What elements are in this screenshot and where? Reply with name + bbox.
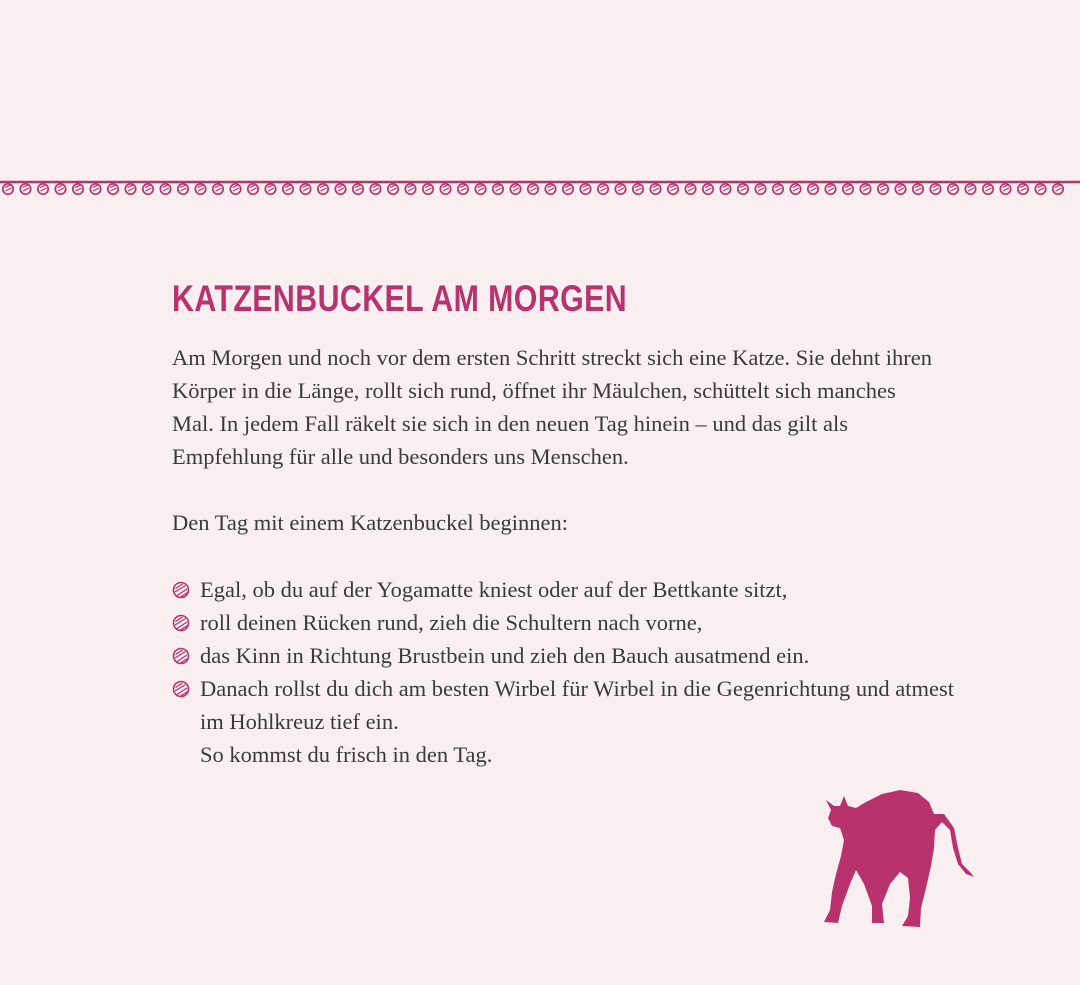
garland-yarn-ball — [703, 184, 713, 194]
garland-yarn-ball — [353, 184, 363, 194]
garland-yarn-ball — [143, 184, 153, 194]
garland-yarn-ball — [528, 184, 538, 194]
garland-yarn-ball — [90, 184, 100, 194]
garland-yarn-ball — [983, 184, 993, 194]
list-item-text: roll deinen Rücken rund, zieh die Schultern nach vorne, — [200, 610, 703, 635]
garland-yarn-ball — [913, 184, 923, 194]
list-item — [172, 573, 972, 606]
garland-yarn-ball — [738, 184, 748, 194]
lead-sentence: Den Tag mit einem Katzenbuckel beginnen: — [172, 510, 569, 535]
garland-yarn-ball — [843, 184, 853, 194]
garland-yarn-ball — [650, 184, 660, 194]
garland-yarn-ball — [318, 184, 328, 194]
garland-yarn-ball — [1000, 184, 1010, 194]
garland-yarn-ball — [195, 184, 205, 194]
garland-yarn-ball — [230, 184, 240, 194]
yarn-ball-icon — [172, 581, 190, 599]
list-item-continuation — [172, 738, 972, 771]
garland-yarn-ball — [388, 184, 398, 194]
garland-yarn-ball — [878, 184, 888, 194]
garland-yarn-ball — [335, 184, 345, 194]
garland-yarn-ball — [895, 184, 905, 194]
garland-yarn-ball — [808, 184, 818, 194]
garland-yarn-ball — [1018, 184, 1028, 194]
garland-yarn-ball — [633, 184, 643, 194]
garland-yarn-ball — [685, 184, 695, 194]
garland-yarn-ball — [160, 184, 170, 194]
garland-yarn-ball — [300, 184, 310, 194]
garland-yarn-ball — [108, 184, 118, 194]
garland-yarn-ball — [773, 184, 783, 194]
garland-yarn-ball — [755, 184, 765, 194]
garland-yarn-ball — [458, 184, 468, 194]
page-title: KATZENBUCKEL AM MORGEN — [172, 278, 628, 319]
yarn-ball-icon — [172, 614, 190, 632]
garland-yarn-ball — [3, 184, 13, 194]
garland-yarn-ball — [440, 184, 450, 194]
content-area — [172, 277, 972, 771]
garland-yarn-ball — [423, 184, 433, 194]
garland-yarn-ball — [213, 184, 223, 194]
garland-yarn-ball — [248, 184, 258, 194]
garland-yarn-ball — [790, 184, 800, 194]
arched-cat-icon — [820, 788, 975, 930]
garland-yarn-ball — [38, 184, 48, 194]
garland-yarn-ball — [563, 184, 573, 194]
list-item — [172, 639, 972, 672]
garland-yarn-ball — [1053, 184, 1063, 194]
garland-yarn-ball — [860, 184, 870, 194]
yarn-ball-garland-divider — [0, 176, 1080, 198]
garland-yarn-ball — [668, 184, 678, 194]
garland-yarn-ball — [1035, 184, 1045, 194]
garland-yarn-ball — [20, 184, 30, 194]
list-item-text: So kommst du frisch in den Tag. — [200, 742, 493, 767]
garland-yarn-ball — [615, 184, 625, 194]
yarn-ball-icon — [172, 647, 190, 665]
list-item-text: das Kinn in Richtung Brustbein und zieh den Bauch ausatmend ein. — [200, 643, 810, 668]
garland-yarn-ball — [965, 184, 975, 194]
garland-yarn-ball — [370, 184, 380, 194]
list-item — [172, 672, 972, 738]
instruction-list — [172, 573, 972, 771]
garland-yarn-ball — [265, 184, 275, 194]
garland-yarn-ball — [55, 184, 65, 194]
garland-yarn-ball — [125, 184, 135, 194]
garland-yarn-ball — [598, 184, 608, 194]
garland-yarn-ball — [930, 184, 940, 194]
garland-yarn-ball — [948, 184, 958, 194]
list-item-text: Danach rollst du dich am besten Wirbel für Wirbel in die Gegenrichtung und atmest im Hohlkreuz tief ein. — [200, 676, 955, 734]
garland-yarn-ball — [720, 184, 730, 194]
garland-yarn-ball — [475, 184, 485, 194]
garland-yarn-ball — [825, 184, 835, 194]
garland-yarn-ball — [405, 184, 415, 194]
garland-yarn-ball — [510, 184, 520, 194]
list-item — [172, 606, 972, 639]
intro-paragraph: Am Morgen und noch vor dem ersten Schritt streckt sich eine Katze. Sie dehnt ihren Körper in die Länge, rollt sich rund, öffnet ihr Mäulchen, schüttelt sich manches Mal. In jedem Fall räkelt sie sich in den neuen Tag hinein – und das gilt als Empfehlung für alle und besonders uns Menschen. — [172, 345, 933, 469]
list-item-text: Egal, ob du auf der Yogamatte kniest oder auf der Bettkante sitzt, — [200, 577, 788, 602]
garland-yarn-ball — [73, 184, 83, 194]
garland-yarn-ball — [493, 184, 503, 194]
yarn-ball-icon — [172, 680, 190, 698]
garland-yarn-ball — [283, 184, 293, 194]
garland-yarn-ball — [178, 184, 188, 194]
garland-yarn-ball — [580, 184, 590, 194]
garland-yarn-ball — [545, 184, 555, 194]
